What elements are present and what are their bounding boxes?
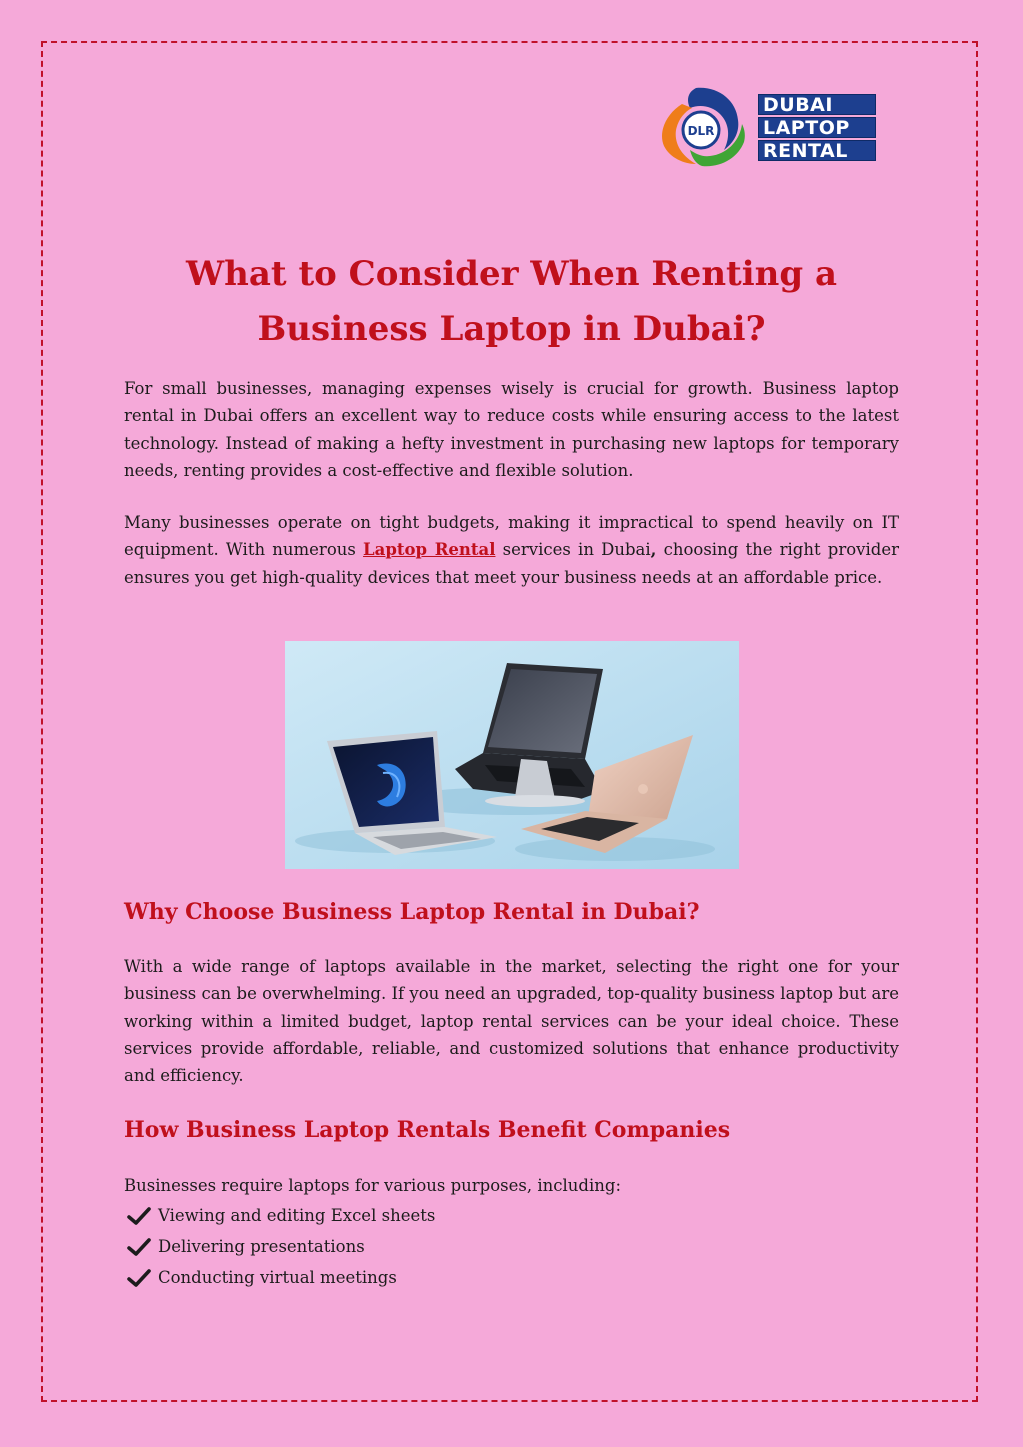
laptops-illustration [285, 641, 739, 869]
logo-word-1: DUBAI [758, 94, 876, 115]
intro-paragraph-1: For small businesses, managing expenses wisely is crucial for growth. Business laptop rental in Dubai offers an excellent way to reduce costs while ensuring access to the latest technology. Instead of making a hefty investment in purchasing new laptops for temporary needs, renting provides a cost-effective and flexible solution. [124, 379, 899, 480]
intro-p2-before: Many businesses operate on tight budgets, making it impractical to spend heavily on IT equipment. With numerous [124, 513, 899, 560]
laptops-hero-image [285, 641, 739, 869]
logo-word-3: RENTAL [758, 140, 876, 161]
laptop-rental-link[interactable]: Laptop Rental [363, 540, 496, 560]
intro-p2-after: choosing the right provider ensures you get high-quality devices that meet your business needs at an affordable price. [124, 540, 900, 587]
page-title [124, 247, 899, 357]
list-item [124, 1262, 724, 1293]
section-heading-why-choose: Why Choose Business Laptop Rental in Dubai? [124, 899, 700, 925]
benefits-checklist [124, 1200, 724, 1293]
check-icon [127, 1206, 151, 1226]
title-line-1: What to Consider When Renting a [185, 254, 838, 294]
list-item-text: Delivering presentations [158, 1237, 365, 1256]
logo-mark-icon [656, 84, 748, 170]
list-item-text: Conducting virtual meetings [158, 1268, 397, 1287]
check-icon [127, 1237, 151, 1257]
section2-intro: Businesses require laptops for various purposes, including: [124, 1176, 621, 1195]
list-item [124, 1231, 724, 1262]
intro-paragraph-2 [124, 509, 899, 591]
logo-mark-text: DLR [687, 124, 715, 138]
intro-p2-mid: services in Dubai [495, 540, 651, 560]
intro-p2-comma: , [650, 540, 657, 560]
section-heading-benefits: How Business Laptop Rentals Benefit Companies [124, 1117, 731, 1143]
section1-paragraph: With a wide range of laptops available in the market, selecting the right one for your business can be overwhelming. If you need an upgraded, top-quality business laptop but are working within a limited budget, laptop rental services can be your ideal choice. These services provide affordable, reliable, and customized solutions that enhance productivity and efficiency. [124, 957, 899, 1086]
list-item-text: Viewing and editing Excel sheets [158, 1206, 436, 1225]
title-line-2: Business Laptop in Dubai? [257, 309, 766, 349]
check-icon [127, 1268, 151, 1288]
list-item [124, 1200, 724, 1231]
logo-word-2: LAPTOP [758, 117, 876, 138]
company-logo [656, 84, 880, 170]
